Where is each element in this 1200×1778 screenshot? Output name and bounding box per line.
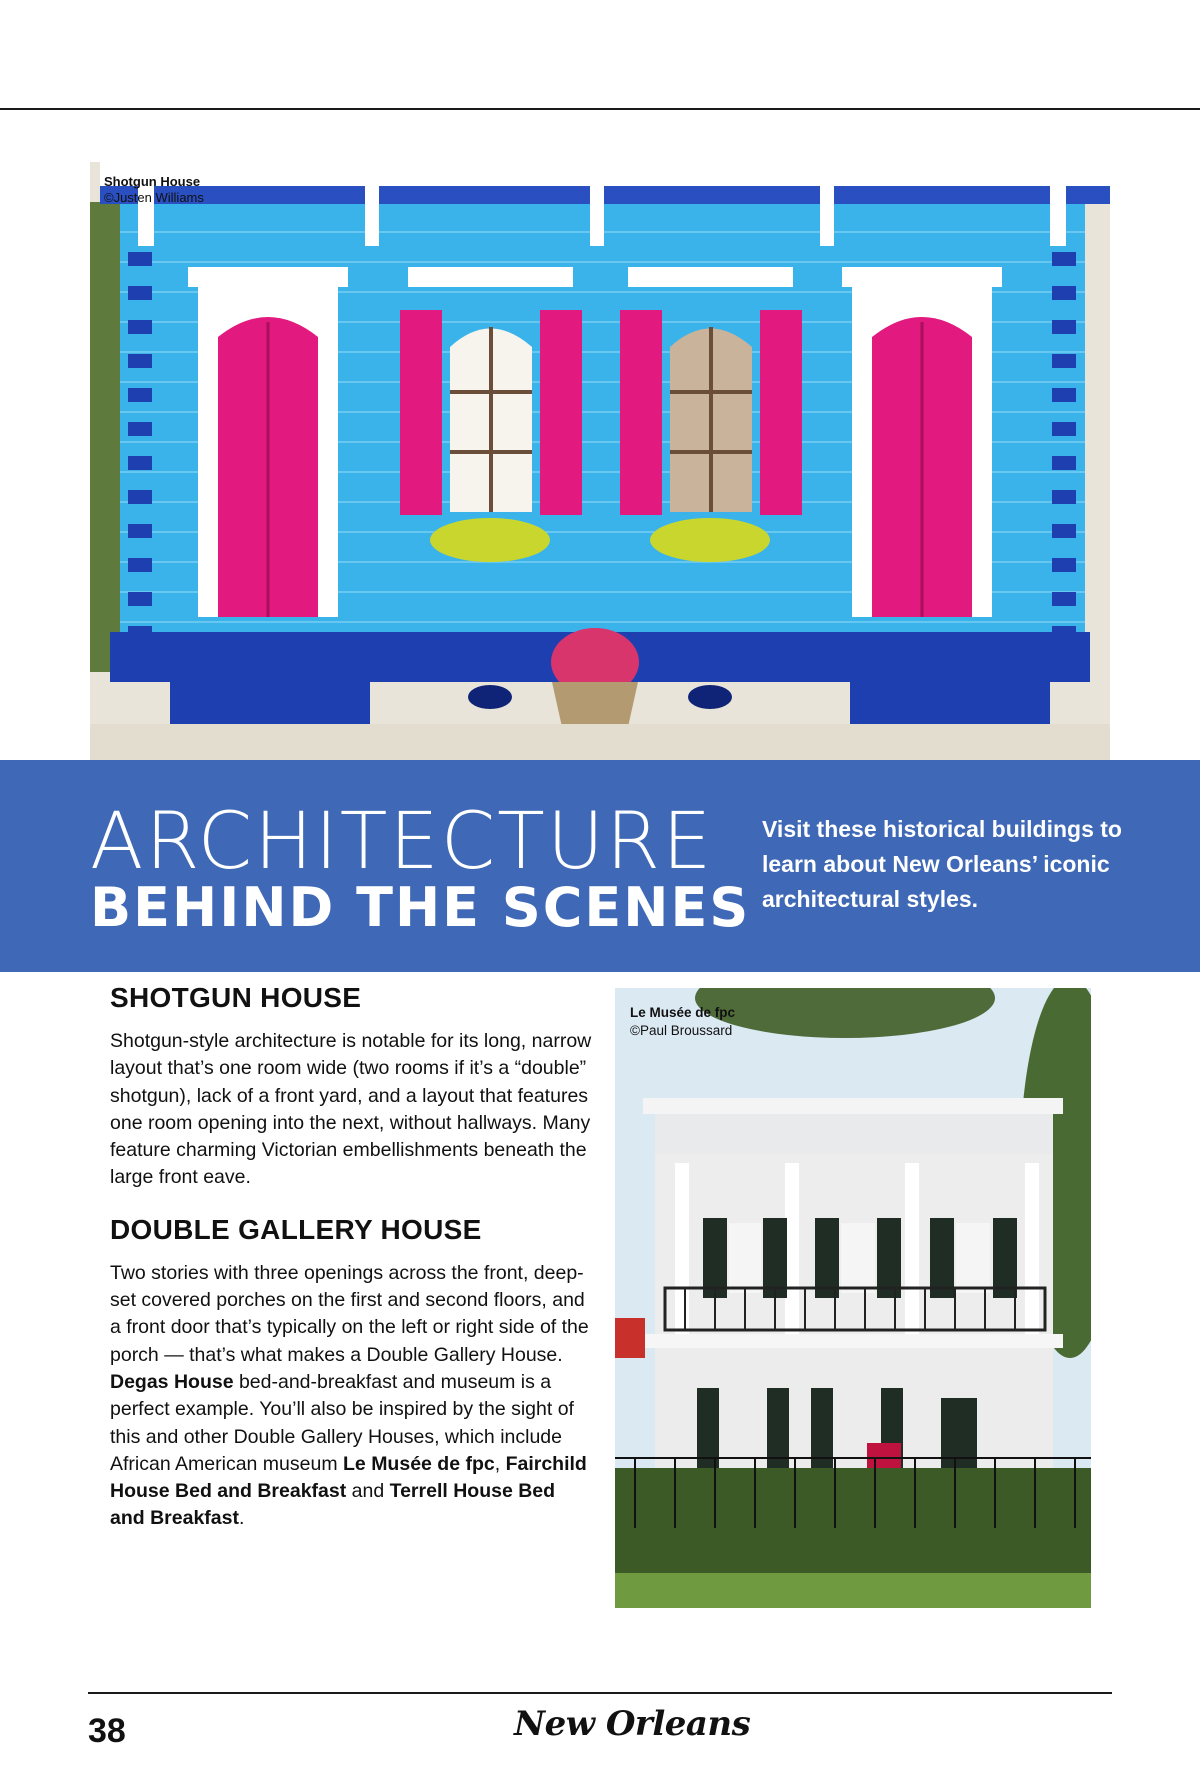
shotgun-house-photo	[90, 162, 1110, 760]
section-heading-double-gallery: DOUBLE GALLERY HOUSE	[110, 1213, 482, 1245]
bold-degas-house: Degas House	[110, 1370, 234, 1393]
text-run: .	[238, 1507, 245, 1530]
hero-caption-credit: ©Justen Williams	[104, 190, 204, 205]
section-text-double-gallery	[110, 1260, 594, 1533]
section-text-shotgun: Shotgun-style architecture is notable for its long, narrow layout that’s one room wide (two rooms if it’s a “double” shotgun), lack of a front yard, and a layout that features one room opening into the next, without hallways. Many feature charming Victorian embellishments beneath the large front eave.	[110, 1030, 592, 1189]
text-run: and	[346, 1480, 390, 1503]
hero-caption	[104, 174, 204, 206]
shotgun-house-illustration	[90, 162, 1110, 760]
top-rule	[0, 108, 1200, 110]
text-run: Two stories with three openings across the front, deep-set covered porches on the first and second floors, and a front door that’s typically on the left or right side of the porch — that’s what makes a Double Gallery House.	[110, 1261, 589, 1366]
section-heading-shotgun: SHOTGUN HOUSE	[110, 982, 362, 1013]
text-run: ,	[494, 1452, 506, 1475]
footer-rule	[88, 1692, 1112, 1694]
new-orleans-logo: New Orleans	[514, 1704, 751, 1744]
photo2-caption-title: Le Musée de fpc	[630, 1005, 736, 1020]
title-banner	[0, 760, 1200, 972]
bold-terrell-house: Terrell House Bed and Breakfast	[110, 1480, 556, 1530]
double-gallery-illustration	[615, 988, 1091, 1608]
hero-caption-title: Shotgun House	[104, 174, 201, 189]
text-run: bed-and-breakfast and museum is a perfect example. You’ll also be inspired by the sight of this and other Double Gallery Houses, which include African American museum	[110, 1370, 574, 1475]
page-number: 38	[88, 1712, 126, 1750]
banner-title: ARCHITECTURE	[90, 797, 714, 887]
le-musee-photo	[615, 988, 1091, 1608]
photo2-caption	[630, 1004, 735, 1040]
photo2-caption-credit: ©Paul Broussard	[630, 1023, 733, 1038]
bold-fairchild-house: Fairchild House Bed and Breakfast	[110, 1452, 587, 1503]
article-column	[110, 982, 594, 1555]
banner-tagline: Visit these historical buildings to learn about New Orleans’ iconic architectural styles.	[762, 816, 1122, 912]
banner-subtitle: BEHIND THE SCENES	[90, 876, 751, 939]
bold-le-musee: Le Musée de fpc	[343, 1452, 495, 1475]
